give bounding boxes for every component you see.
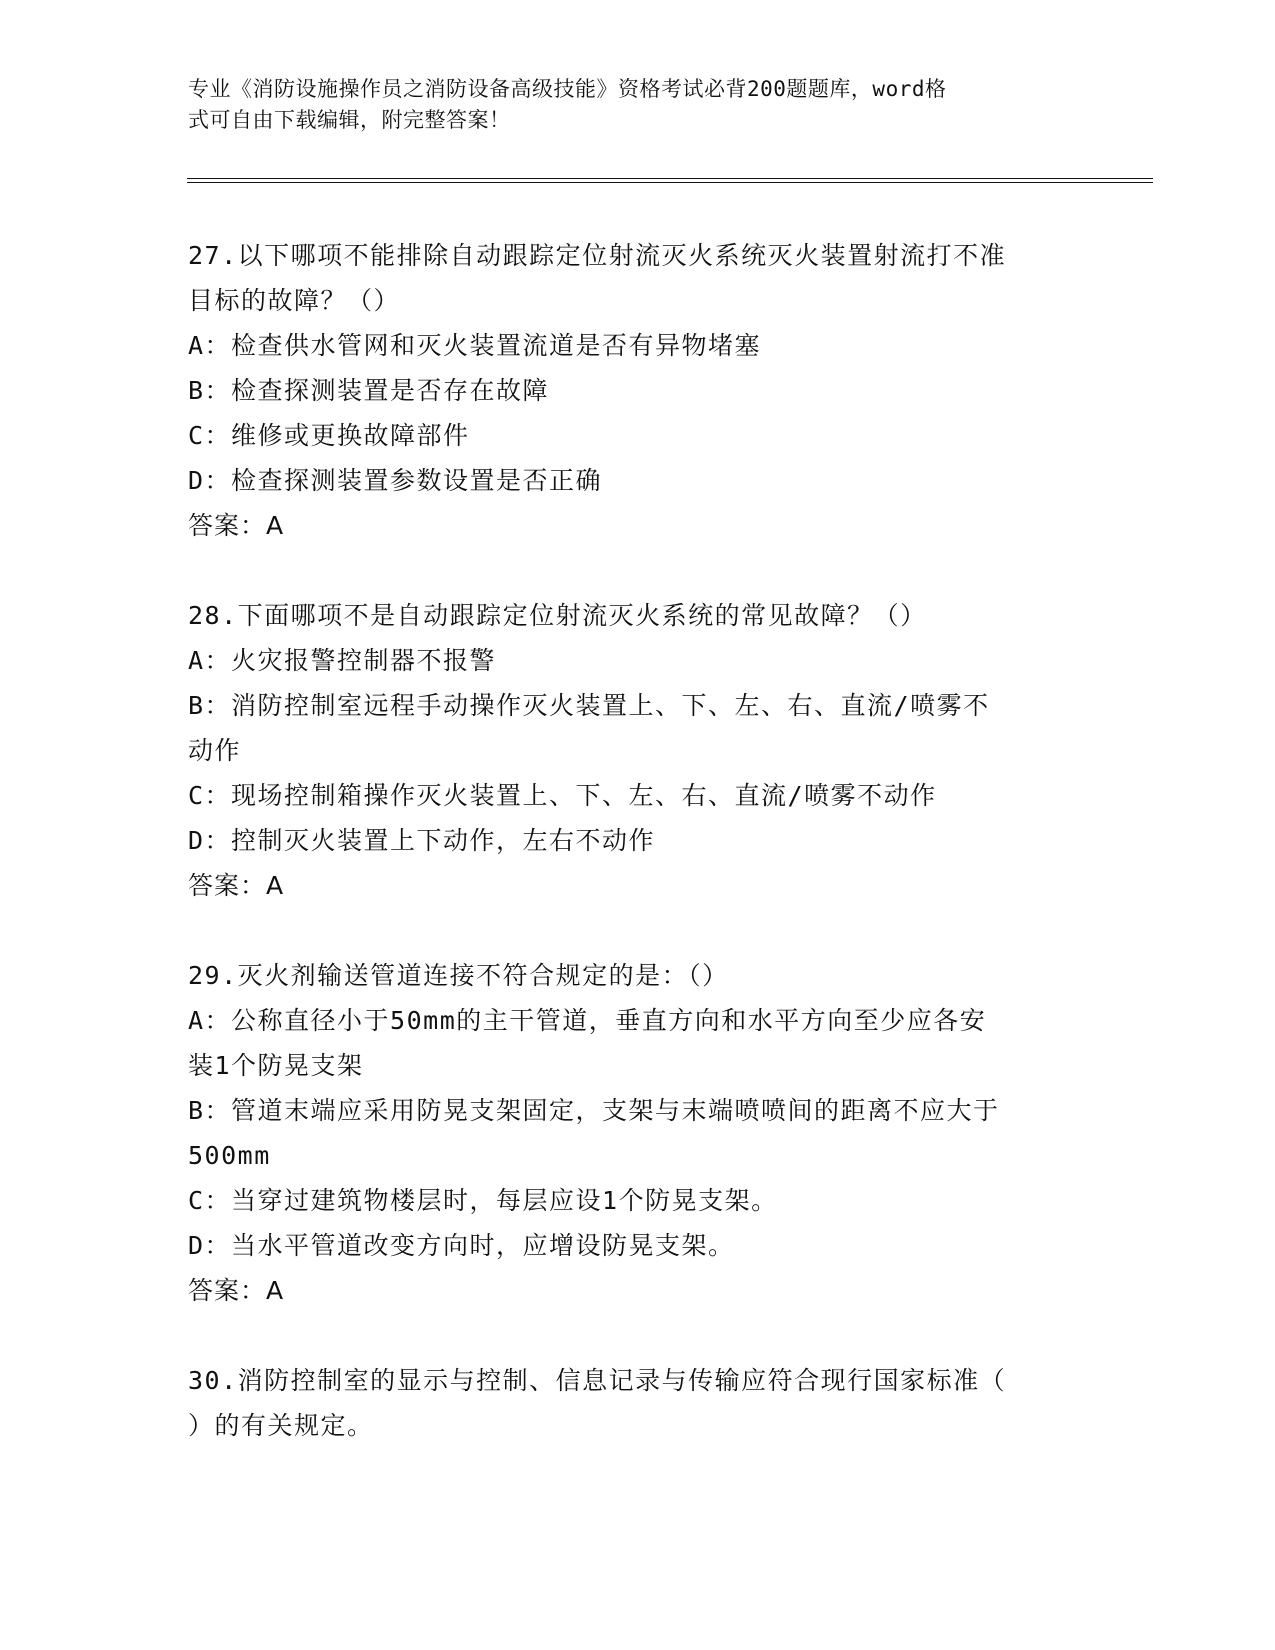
option-b: B：检查探测装置是否存在故障 <box>188 376 550 405</box>
document-header <box>188 74 1068 136</box>
header-line-2: 式可自由下载编辑，附完整答案！ <box>188 108 511 132</box>
question-stem: 29.灭火剂输送管道连接不符合规定的是：（） <box>188 961 729 990</box>
option-d: D：检查探测装置参数设置是否正确 <box>188 466 603 495</box>
option-c: C：维修或更换故障部件 <box>188 421 470 450</box>
question-list <box>188 233 1088 1493</box>
answer: 答案：A <box>188 871 285 900</box>
option-b: B：消防控制室远程手动操作灭火装置上、下、左、右、直流/喷雾不 <box>188 691 990 720</box>
question-28 <box>188 593 1088 908</box>
option-a: A：公称直径小于50mm的主干管道，垂直方向和水平方向至少应各安 <box>188 1006 987 1035</box>
question-stem-cont: 目标的故障？（） <box>188 286 401 315</box>
question-30 <box>188 1358 1088 1448</box>
option-c: C：当穿过建筑物楼层时，每层应设1个防晃支架。 <box>188 1186 778 1215</box>
question-stem: 30.消防控制室的显示与控制、信息记录与传输应符合现行国家标准（ <box>188 1366 1007 1395</box>
option-d: D：当水平管道改变方向时，应增设防晃支架。 <box>188 1231 735 1260</box>
option-d: D：控制灭火装置上下动作，左右不动作 <box>188 826 656 855</box>
option-b-cont: 动作 <box>188 736 242 765</box>
option-c: C：现场控制箱操作灭火装置上、下、左、右、直流/喷雾不动作 <box>188 781 937 810</box>
option-a: A：检查供水管网和灭火装置流道是否有异物堵塞 <box>188 331 762 360</box>
question-stem-cont: ）的有关规定。 <box>188 1411 374 1440</box>
option-b-cont: 500mm <box>188 1141 271 1170</box>
answer: 答案：A <box>188 511 285 540</box>
question-stem: 28.下面哪项不是自动跟踪定位射流灭火系统的常见故障？（） <box>188 601 927 630</box>
option-a-cont: 装1个防晃支架 <box>188 1051 364 1080</box>
option-b: B：管道末端应采用防晃支架固定，支架与末端喷喷间的距离不应大于 <box>188 1096 1000 1125</box>
answer: 答案：A <box>188 1276 285 1305</box>
option-a: A：火灾报警控制器不报警 <box>188 646 497 675</box>
question-stem: 27.以下哪项不能排除自动跟踪定位射流灭火系统灭火装置射流打不准 <box>188 241 1007 270</box>
header-divider <box>187 178 1153 183</box>
question-29 <box>188 953 1088 1313</box>
question-27 <box>188 233 1088 548</box>
header-line-1: 专业《消防设施操作员之消防设备高级技能》资格考试必背200题题库，word格 <box>188 77 947 101</box>
